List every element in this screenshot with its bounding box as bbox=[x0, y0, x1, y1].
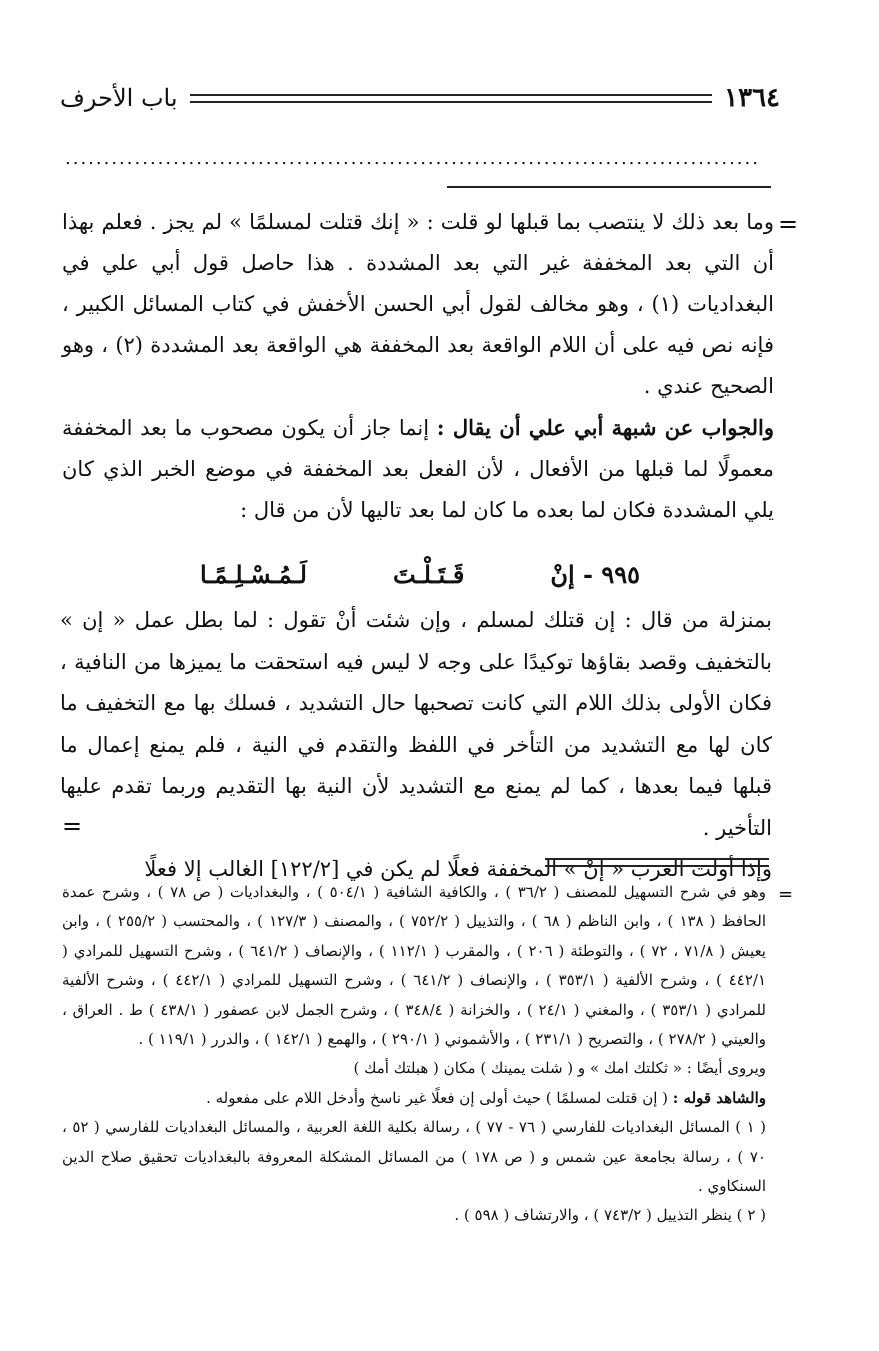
footnote-2: ( ٢ ) ينظر التذييل ( ٧٤٣/٢ ) ، والارتشاف ( ٥٩٨ ) . bbox=[454, 1206, 766, 1225]
footnote-1: ( ١ ) المسائل البغداديات للفارسي ( ٧٦ - ٧٧ ) ، رسالة بكلية اللغة العربية ، والمسائل البغداديات للفارسي ( ٥٢ ، ٧٠ ) ، رسالة بجامعة عين شمس و ( ص ١٧٨ ) من المسائل المشكلة المعروفة بالبغداديات تحقيق صلاح الدين السنكاوي . bbox=[62, 1118, 767, 1196]
paragraph-3: بمنزلة من قال : إن قتلك لمسلم ، وإن شئت أنْ تقول : لما بطل عمل « إن » بالتخفيف وقصد بقاؤها توكيدًا على وجه لا ليس فيه استحقت ما يميزها من النافية ، فكان الأولى بذلك اللام التي كانت تصحبها حال التشديد ، فسلك بها مع التخفيف ما كان لها مع التشديد من التأخر في اللفظ والتقدم في النية ، فلم يمنع إعمال ما قبلها فيما بعدها ، كما لم يمنع مع التشديد لأن النية بها التقديم وربما تقدم عليها التأخير . bbox=[60, 608, 772, 840]
paragraph-4: وإذا أولت العرب « إنْ » المخففة فعلًا لم يكن في [١٢٢/٢] الغالب إلا فعلًا bbox=[144, 857, 772, 881]
verse-line bbox=[200, 552, 640, 596]
footnote-separator bbox=[545, 858, 769, 867]
footnotes bbox=[62, 878, 766, 1231]
continuation-mark: = bbox=[778, 210, 799, 238]
running-header bbox=[60, 80, 780, 116]
separator-rule bbox=[447, 186, 771, 188]
verse-word-2: لَـمُـسْـلِـمًـا bbox=[200, 559, 307, 589]
paragraph-2 bbox=[62, 407, 774, 531]
section-title: باب الأحرف bbox=[60, 84, 178, 112]
footnote-evidence-text: ( إن قتلت لمسلمًا ) حيث أولى إن فعلًا غير ناسخ وأدخل اللام على مفعوله . bbox=[206, 1088, 673, 1107]
verse-word-1: قَـتَـلْـتَ bbox=[392, 559, 465, 589]
footnote-continuation-mark: = bbox=[778, 884, 794, 905]
dotted-line: .......................................................................................... bbox=[65, 150, 760, 168]
footnote-sources: وهو في شرح التسهيل للمصنف ( ٣٦/٢ ) ، والكافية الشافية ( ٥٠٤/١ ) ، والبغداديات ( ص ٧٨ ) ، وشرح عمدة الحافظ ( ١٣٨ ) ، وابن الناظم ( ٦٨ ) ، والتذييل ( ٧٥٢/٢ ) ، والمصنف ( ١٢٧/٣ ) ، والمحتسب ( ٢٥٥/٢ ) ، وابن يعيش ( ٧١/٨ ، ٧٢ ) ، والتوطئة ( ٢٠٦ ) ، والمقرب ( ١١٢/١ ) ، والإنصاف ( ٦٤١/٢ ) ، وشرح التسهيل للمرادي ( ٤٤٢/١ ) ، وشرح الألفية ( ٣٥٣/١ ) ، والإنصاف ( ٦٤١/٢ ) ، وشرح التسهيل للمرادي ( ٤٤٢/١ ) ، وشرح الألفية للمرادي ( ٣٥٣/١ ) ، والمغني ( ٢٤/١ ) ، والخزانة ( ٣٤٨/٤ ) ، وشرح الجمل لابن عصفور ( ٤٣٨/١ ) ط . العراق ، والعيني ( ٢٧٨/٢ ) ، والتصريح ( ٢٣١/١ ) ، والأشموني ( ٢٩٠/١ ) ، والهمع ( ١٤٢/١ ) ، والدرر ( ١١٩/١ ) . bbox=[62, 883, 767, 1049]
header-double-rule bbox=[190, 94, 713, 103]
paragraph-1: وما بعد ذلك لا ينتصب بما قبلها لو قلت : « إنك قتلت لمسلمًا » لم يجز . فعلم بهذا أن التي بعد المخففة غير التي بعد المشددة . هذا حاصل قول أبي علي في البغداديات (١) ، وهو مخالف لقول أبي الحسن الأخفش في كتاب المسائل الكبير ، فإنه نص فيه على أن اللام الواقعة بعد المخففة هي الواقعة بعد المشددة (٢) ، وهو الصحيح عندي . bbox=[62, 210, 774, 398]
footnote-evidence-lead: والشاهد قوله : bbox=[672, 1088, 766, 1107]
paragraph-2-text: إنما جاز أن يكون مصحوب ما بعد المخففة معمولًا لما قبلها من الأفعال ، لأن الفعل بعد المخففة في موضع الخبر الذي كان يلي المشددة فكان لما بعده ما كان لما بعد تاليها لأن من قال : bbox=[62, 416, 774, 522]
main-text-bottom bbox=[60, 600, 772, 891]
continued-mark: = bbox=[62, 812, 83, 840]
footnote-evidence bbox=[62, 1084, 766, 1113]
main-text-top bbox=[62, 202, 774, 531]
verse-number: ٩٩٥ - إنْ bbox=[550, 559, 640, 589]
paragraph-2-lead: والجواب عن شبهة أبي علي أن يقال : bbox=[436, 415, 775, 440]
page-number: ١٣٦٤ bbox=[724, 83, 780, 113]
footnote-variant: ويروى أيضًا : « ثكلتك امك » و ( شلت يمينك ) مكان ( هبلتك أمك ) bbox=[353, 1059, 766, 1078]
